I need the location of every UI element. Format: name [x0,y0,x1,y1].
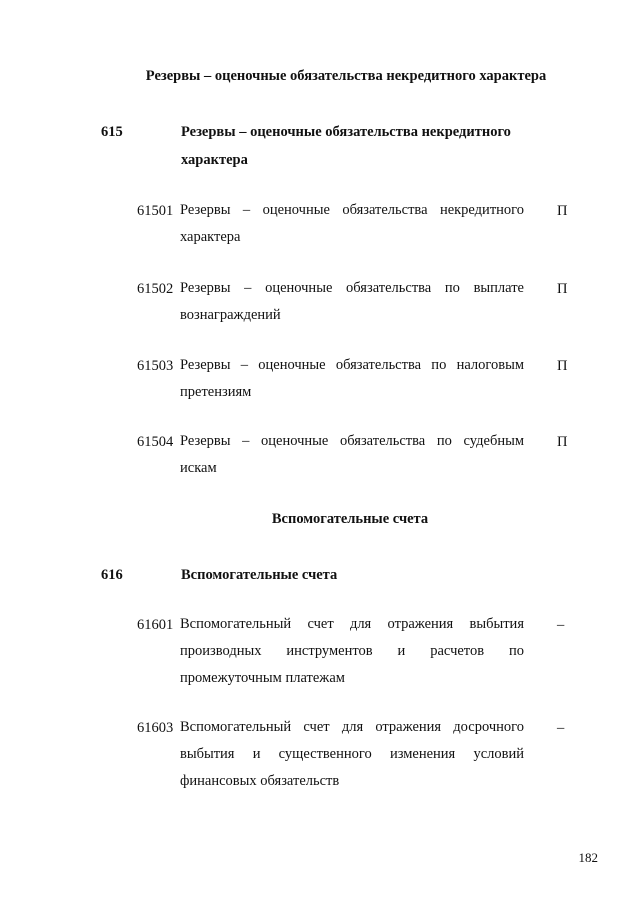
account-type-mark: П [557,281,568,297]
account-description: Резервы – оценочные обязательства по налоговым претензиям [180,357,524,400]
account-group-title: Вспомогательные счета [181,567,338,583]
page-number: 182 [578,850,598,865]
section-heading: Резервы – оценочные обязательства некредитного характера [145,68,547,84]
account-description: Резервы – оценочные обязательства по выплате вознаграждений [180,280,524,323]
account-description: Резервы – оценочные обязательства по судебным искам [180,433,524,476]
account-description: Вспомогательный счет для отражения выбытия производных инструментов и расчетов по промежуточным платежам [180,616,524,686]
account-type-mark: П [557,203,568,219]
account-description: Резервы – оценочные обязательства некредитного характера [180,202,524,245]
account-group-code: 615 [101,124,123,140]
account-number: 61503 [137,358,174,374]
account-type-mark: – [557,720,565,736]
account-group-code: 616 [101,567,123,583]
account-type-mark: П [557,434,568,450]
account-number: 61601 [137,617,174,633]
account-number: 61504 [137,434,174,450]
account-number: 61502 [137,281,174,297]
account-type-mark: – [557,617,565,633]
account-group-title: Резервы – оценочные обязательства некредитного характера [181,124,511,168]
account-number: 61501 [137,203,174,219]
section-heading: Вспомогательные счета [271,511,429,527]
account-type-mark: П [557,358,568,374]
account-number: 61603 [137,720,174,736]
account-description: Вспомогательный счет для отражения досрочного выбытия и существенного изменения условий финансовых обязательств [180,719,524,789]
